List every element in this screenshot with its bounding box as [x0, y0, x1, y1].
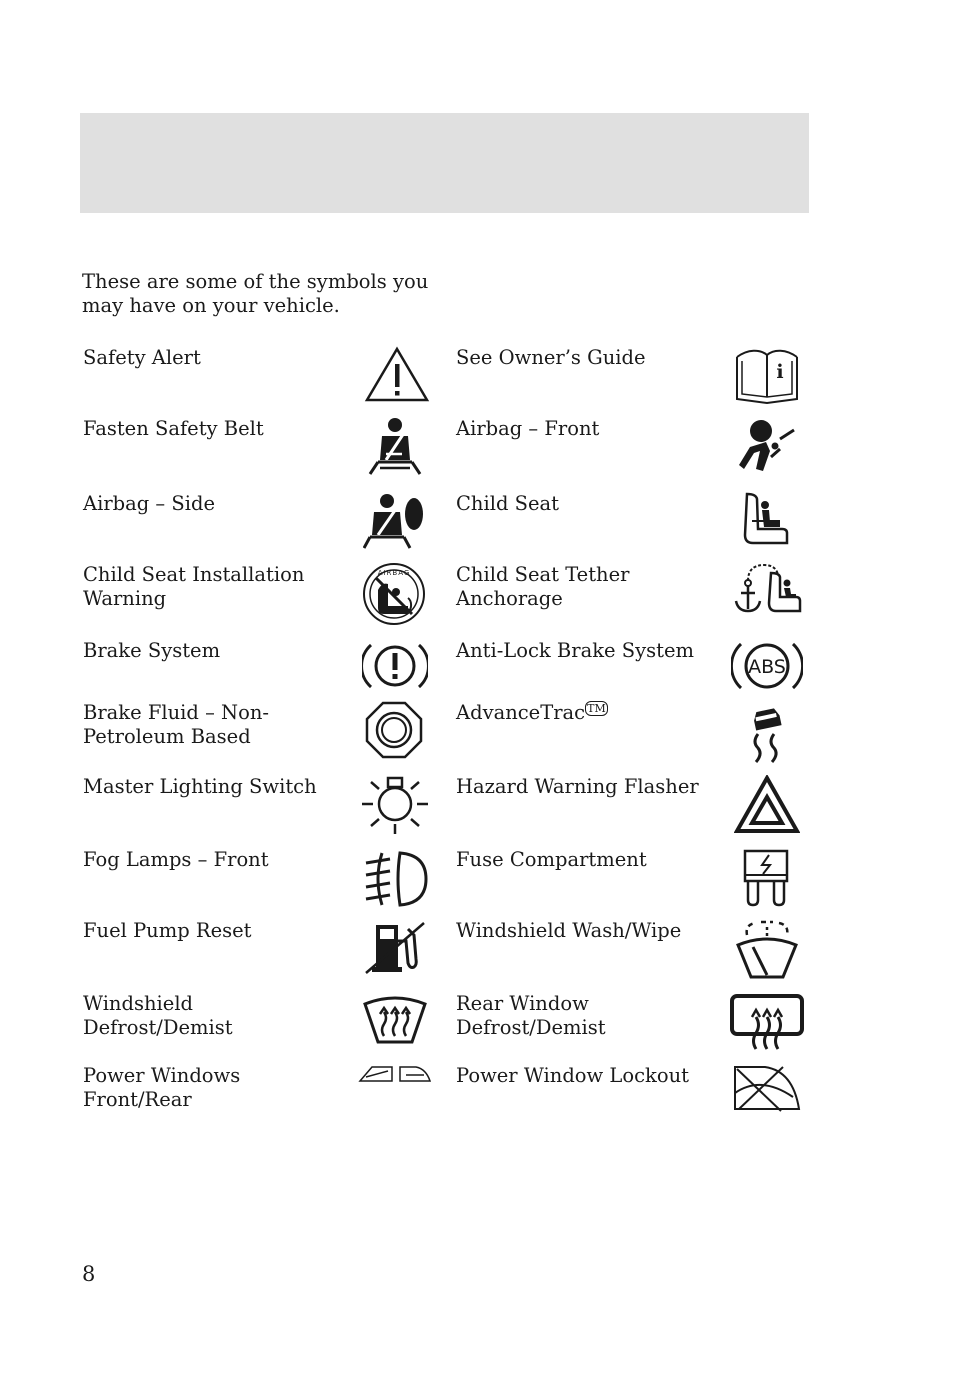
owners-guide-icon	[734, 347, 800, 405]
power-windows-icon	[358, 1063, 432, 1085]
advancetrac-icon	[748, 706, 786, 764]
brake-fluid-icon	[365, 701, 423, 759]
child-seat-installation-warning-icon	[362, 562, 426, 626]
fog-lamp-icon	[362, 849, 428, 909]
fuse-icon	[742, 848, 790, 908]
header-band	[80, 113, 809, 213]
label-windshield-defrost: Windshield Defrost/Demist	[83, 992, 233, 1039]
child-seat-icon	[740, 491, 792, 547]
power-window-lockout-icon	[731, 1063, 803, 1113]
label-power-window-lockout: Power Window Lockout	[456, 1064, 689, 1087]
label-child-seat-installation-warning: Child Seat Installation Warning	[83, 563, 305, 610]
svg-text:i: i	[776, 361, 784, 383]
label-rear-window-defrost: Rear Window Defrost/Demist	[456, 992, 606, 1039]
windshield-defrost-icon	[362, 994, 428, 1046]
label-hazard-warning-flasher: Hazard Warning Flasher	[456, 775, 699, 798]
label-airbag-front: Airbag – Front	[456, 417, 600, 440]
seatbelt-icon	[366, 416, 424, 478]
label-brake-system: Brake System	[83, 639, 221, 662]
label-child-seat-tether-anchorage: Child Seat Tether Anchorage	[456, 563, 630, 610]
label-advancetrac	[456, 701, 608, 725]
abs-icon	[731, 640, 803, 692]
hazard-warning-icon	[734, 775, 800, 835]
label-master-lighting-switch: Master Lighting Switch	[83, 775, 317, 798]
svg-text:AIRBAG: AIRBAG	[377, 569, 411, 577]
fuel-pump-reset-icon	[362, 919, 428, 977]
label-see-owners-guide: See Owner’s Guide	[456, 346, 646, 369]
label-airbag-side: Airbag – Side	[83, 492, 215, 515]
airbag-front-icon	[736, 417, 798, 473]
rear-window-defrost-icon	[729, 993, 805, 1053]
label-fasten-safety-belt: Fasten Safety Belt	[83, 417, 264, 440]
windshield-wash-wipe-icon	[735, 919, 799, 981]
label-anti-lock-brake-system: Anti-Lock Brake System	[456, 639, 695, 662]
trademark-mark: TM	[587, 701, 606, 715]
svg-text:ABS: ABS	[748, 656, 786, 678]
airbag-side-icon	[363, 491, 427, 551]
label-power-windows: Power Windows Front/Rear	[83, 1064, 241, 1111]
intro-text: These are some of the symbols you may have on your vehicle.	[82, 270, 429, 317]
label-fuel-pump-reset: Fuel Pump Reset	[83, 919, 252, 942]
label-fog-lamps-front: Fog Lamps – Front	[83, 848, 269, 871]
safety-alert-icon	[364, 346, 430, 404]
label-safety-alert: Safety Alert	[83, 346, 201, 369]
brake-system-icon	[362, 640, 428, 692]
child-seat-tether-icon	[732, 561, 802, 617]
page-number: 8	[82, 1262, 96, 1286]
advancetrac-text: AdvanceTrac	[456, 701, 586, 724]
label-fuse-compartment: Fuse Compartment	[456, 848, 647, 871]
master-lighting-icon	[360, 774, 430, 836]
label-child-seat: Child Seat	[456, 492, 559, 515]
label-windshield-wash-wipe: Windshield Wash/Wipe	[456, 919, 682, 942]
label-brake-fluid: Brake Fluid – Non-Petroleum Based	[83, 701, 269, 748]
